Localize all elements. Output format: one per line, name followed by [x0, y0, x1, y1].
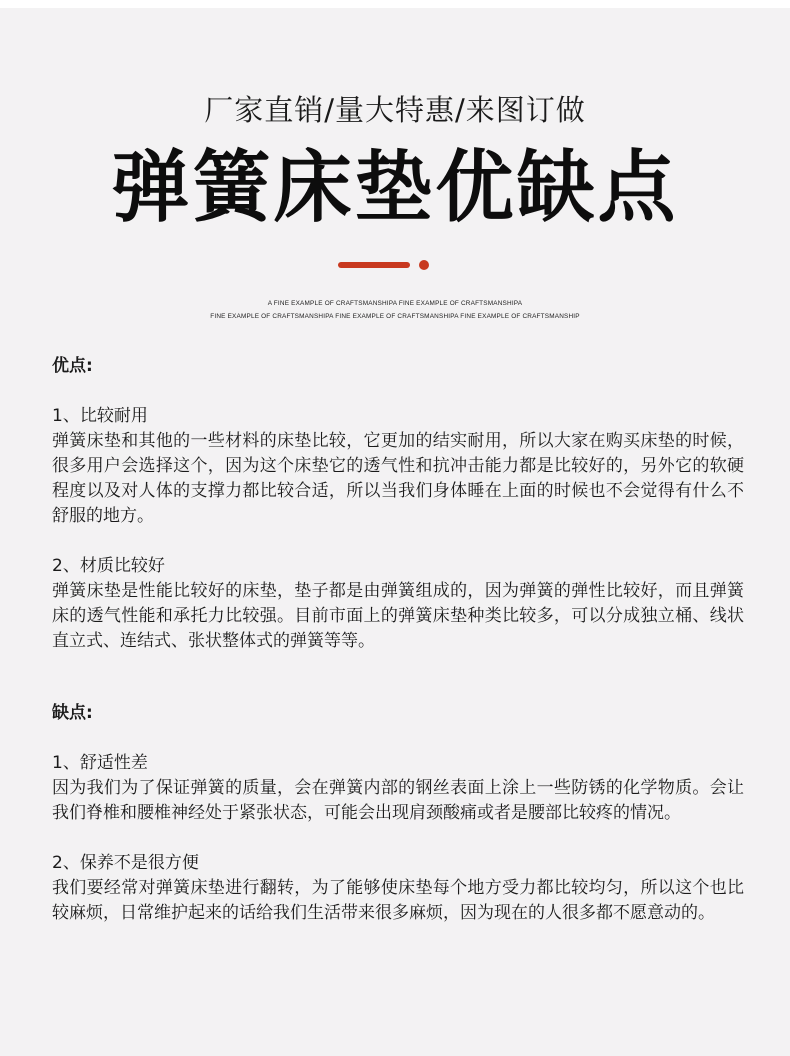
pros-item-2-title: 2、材质比较好 — [52, 556, 165, 576]
cons-heading: 缺点: — [52, 703, 93, 723]
title-divider-dot — [419, 260, 429, 270]
tagline-line-1: A FINE EXAMPLE OF CRAFTSMANSHIPA FINE EXAMPLE OF CRAFTSMANSHIPA — [267, 300, 523, 307]
cons-item-1-title: 1、舒适性差 — [52, 753, 148, 773]
pros-item-2-body: 弹簧床垫是性能比较好的床垫，垫子都是由弹簧组成的，因为弹簧的弹性比较好，而且弹簧床的透气性能和承托力比较强。目前市面上的弹簧床垫种类比较多，可以分成独立桶、线状直立式、连结式、张状整体式的弹簧等等。 — [52, 581, 744, 651]
page-title: 弹簧床垫优缺点 — [111, 143, 679, 233]
tagline-line-2: FINE EXAMPLE OF CRAFTSMANSHIPA FINE EXAMPLE OF CRAFTSMANSHIPA FINE EXAMPLE OF CRAFTSMANSHIP — [210, 313, 580, 320]
cons-item-1-body: 因为我们为了保证弹簧的质量，会在弹簧内部的钢丝表面上涂上一些防锈的化学物质。会让我们脊椎和腰椎神经处于紧张状态，可能会出现肩颈酸痛或者是腰部比较疼的情况。 — [52, 778, 744, 823]
cons-item-2-title: 2、保养不是很方便 — [52, 853, 199, 873]
title-divider-bar — [338, 262, 410, 268]
page-subtitle: 厂家直销/量大特惠/来图订做 — [204, 93, 586, 127]
cons-item-2-body: 我们要经常对弹簧床垫进行翻转，为了能够使床垫每个地方受力都比较均匀，所以这个也比较麻烦，日常维护起来的话给我们生活带来很多麻烦，因为现在的人很多都不愿意动的。 — [52, 878, 744, 923]
pros-item-1-body: 弹簧床垫和其他的一些材料的床垫比较，它更加的结实耐用，所以大家在购买床垫的时候，很多用户会选择这个，因为这个床垫它的透气性和抗冲击能力都是比较好的，另外它的软硬程度以及对人体的支撑力都比较合适，所以当我们身体睡在上面的时候也不会觉得有什么不舒服的地方。 — [52, 431, 744, 526]
pros-heading: 优点: — [52, 356, 93, 376]
article-body — [52, 354, 744, 926]
pros-item-1-title: 1、比较耐用 — [52, 406, 148, 426]
